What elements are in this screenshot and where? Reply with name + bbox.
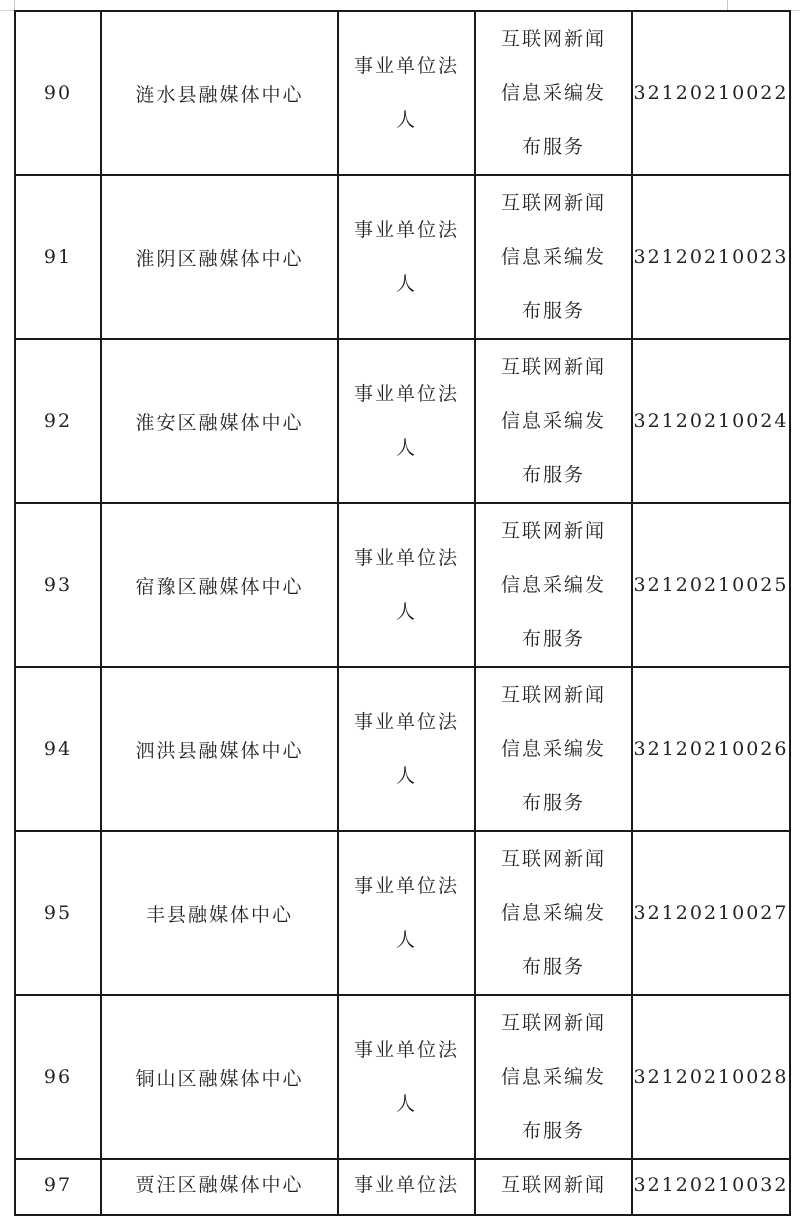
service-type [475,831,632,995]
unit-name: 泗洪县融媒体中心 [101,667,338,831]
license-code: 32120210027 [632,831,790,995]
table-row [15,503,790,667]
unit-type [338,995,475,1159]
row-number: 90 [15,11,101,175]
unit-type-text: 事业单位法人 [353,219,459,295]
service-type-text: 互联网新闻信息采编发布服务 [500,192,606,322]
license-code: 32120210022 [632,11,790,175]
service-type-text: 互联网新闻信息采编发布服务 [500,684,606,814]
unit-name: 丰县融媒体中心 [101,831,338,995]
license-code: 32120210025 [632,503,790,667]
registration-table [14,10,791,1216]
row-number: 97 [15,1159,101,1215]
service-type-text: 互联网新闻信息采编发布服务 [500,520,606,650]
service-type-text: 互联网新闻信息采编发布服务 [500,356,606,486]
unit-name: 宿豫区融媒体中心 [101,503,338,667]
ruler-tick [14,0,15,10]
service-type [475,1159,632,1215]
unit-type [338,175,475,339]
service-type [475,667,632,831]
service-type-text: 互联网新闻信息采编发布服务 [500,1012,606,1142]
table-row [15,175,790,339]
row-number: 95 [15,831,101,995]
unit-type-text: 事业单位法人 [353,875,459,951]
service-type [475,339,632,503]
row-number: 91 [15,175,101,339]
service-type [475,11,632,175]
table-row [15,831,790,995]
row-number: 94 [15,667,101,831]
table-row [15,11,790,175]
license-code: 32120210032 [632,1159,790,1215]
ruler-tick [727,0,728,10]
service-type [475,995,632,1159]
license-code: 32120210024 [632,339,790,503]
unit-type [338,667,475,831]
service-type-text: 互联网新闻信息采编发布服务 [500,848,606,978]
license-code: 32120210023 [632,175,790,339]
unit-type-text: 事业单位法人 [353,547,459,623]
service-type-text: 互联网新闻信息采编发布服务 [500,28,606,158]
unit-type [338,11,475,175]
service-type [475,503,632,667]
unit-name: 贾汪区融媒体中心 [101,1159,338,1215]
unit-type [338,503,475,667]
unit-type-text: 事业单位法人 [353,711,459,787]
service-type [475,175,632,339]
unit-type-text: 事业单位法人 [353,383,459,459]
unit-type [338,339,475,503]
table-row [15,667,790,831]
unit-type-text: 事业单位法 [353,1174,459,1196]
table-row [15,339,790,503]
unit-type-text: 事业单位法人 [353,55,459,131]
row-number: 93 [15,503,101,667]
row-number: 96 [15,995,101,1159]
unit-type-text: 事业单位法人 [353,1039,459,1115]
row-number: 92 [15,339,101,503]
unit-type [338,1159,475,1215]
unit-name: 涟水县融媒体中心 [101,11,338,175]
license-code: 32120210026 [632,667,790,831]
unit-name: 铜山区融媒体中心 [101,995,338,1159]
service-type-text: 互联网新闻 [500,1174,606,1196]
table-row [15,995,790,1159]
unit-type [338,831,475,995]
table-row [15,1159,790,1215]
unit-name: 淮阴区融媒体中心 [101,175,338,339]
license-code: 32120210028 [632,995,790,1159]
unit-name: 淮安区融媒体中心 [101,339,338,503]
